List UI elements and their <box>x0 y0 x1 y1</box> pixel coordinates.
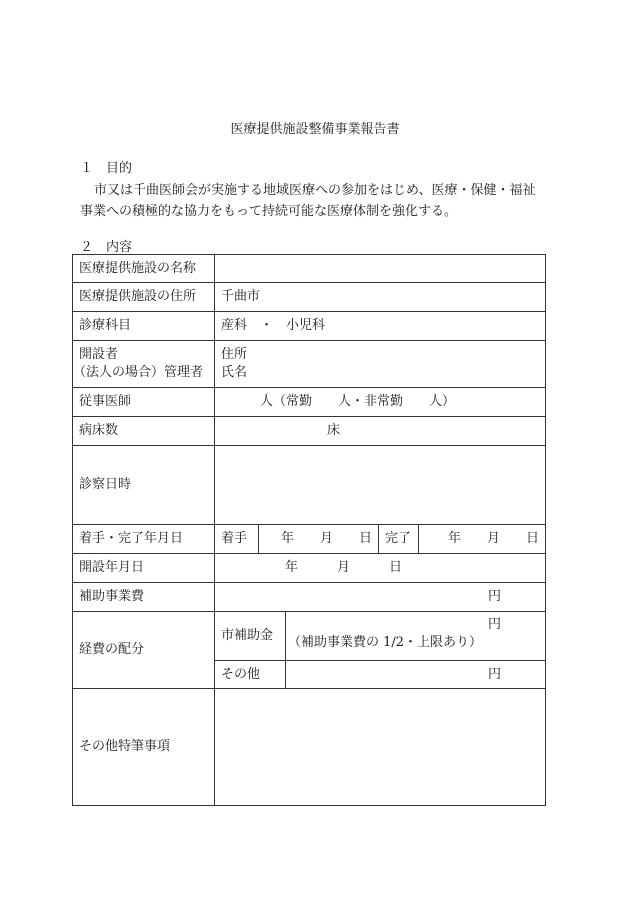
other-cost-field[interactable] <box>286 661 546 689</box>
consultation-hours-label: 診察日時 <box>73 446 215 525</box>
beds-unit: 床 <box>327 423 341 438</box>
row-opener <box>73 341 546 388</box>
opening-date-field[interactable] <box>215 554 546 583</box>
beds-label: 病床数 <box>73 417 215 446</box>
section-1-text-line-2: 事業への積極的な協力をもって持続可能な医療体制を強化する。 <box>80 204 458 219</box>
consultation-hours-field[interactable] <box>215 446 546 525</box>
row-facility-address <box>73 283 546 312</box>
section-1-text-line-1: 市又は千曲医師会が実施する地域医療への参加をはじめ、医療・保健・福祉 <box>94 183 536 198</box>
doctors-field[interactable] <box>215 388 546 417</box>
opener-field[interactable] <box>215 341 546 388</box>
report-form-table <box>72 254 546 806</box>
facility-name-field[interactable] <box>215 255 546 283</box>
section-2-heading: ２ 内容 <box>80 240 133 255</box>
departments-field[interactable]: 産科 ・ 小児科 <box>215 312 546 341</box>
row-special-notes <box>73 689 546 806</box>
row-departments <box>73 312 546 341</box>
doctors-value: 人（常勤 人・非常勤 人） <box>260 394 456 409</box>
row-start-end-dates <box>73 525 546 554</box>
section-1-heading: １ 目的 <box>80 161 133 176</box>
start-end-label: 着手・完了年月日 <box>73 525 215 554</box>
start-label: 着手 <box>215 525 259 554</box>
row-consultation-hours <box>73 446 546 525</box>
row-beds <box>73 417 546 446</box>
departments-label: 診療科目 <box>73 312 215 341</box>
opener-label-line-2: （法人の場合）管理者 <box>73 365 204 380</box>
city-subsidy-unit: 円 <box>488 617 502 632</box>
facility-address-label: 医療提供施設の住所 <box>73 283 215 312</box>
document-title: 医療提供施設整備事業報告書 <box>230 122 400 137</box>
city-subsidy-note: （補助事業費の 1/2・上限あり） <box>288 635 483 650</box>
opener-name-label: 氏名 <box>221 365 248 380</box>
subsidy-cost-label: 補助事業費 <box>73 583 215 612</box>
doctors-label: 従事医師 <box>73 388 215 417</box>
special-notes-label: その他特筆事項 <box>73 689 215 806</box>
facility-address-field[interactable]: 千曲市 <box>215 283 546 312</box>
end-date-field[interactable]: 年 月 日 <box>419 525 546 554</box>
beds-field[interactable] <box>215 417 546 446</box>
special-notes-field[interactable] <box>215 689 546 806</box>
row-facility-name <box>73 255 546 283</box>
row-subsidy-cost <box>73 583 546 612</box>
opener-label <box>73 341 215 388</box>
subsidy-cost-unit: 円 <box>488 589 502 604</box>
row-opening-date <box>73 554 546 583</box>
city-subsidy-label: 市補助金 <box>215 612 286 661</box>
end-label: 完了 <box>379 525 419 554</box>
opener-label-line-1: 開設者 <box>79 347 119 362</box>
opening-date-label: 開設年月日 <box>73 554 215 583</box>
opening-date-value: 年 月 日 <box>285 560 403 575</box>
other-cost-unit: 円 <box>488 666 502 682</box>
row-doctors <box>73 388 546 417</box>
start-date-field[interactable]: 年 月 日 <box>259 525 379 554</box>
city-subsidy-field[interactable] <box>286 612 546 661</box>
other-cost-label: その他 <box>215 661 286 689</box>
row-allocation-city <box>73 612 546 661</box>
allocation-label: 経費の配分 <box>73 612 215 689</box>
opener-address-label: 住所 <box>221 347 248 362</box>
facility-name-label: 医療提供施設の名称 <box>73 255 215 283</box>
subsidy-cost-field[interactable] <box>215 583 546 612</box>
